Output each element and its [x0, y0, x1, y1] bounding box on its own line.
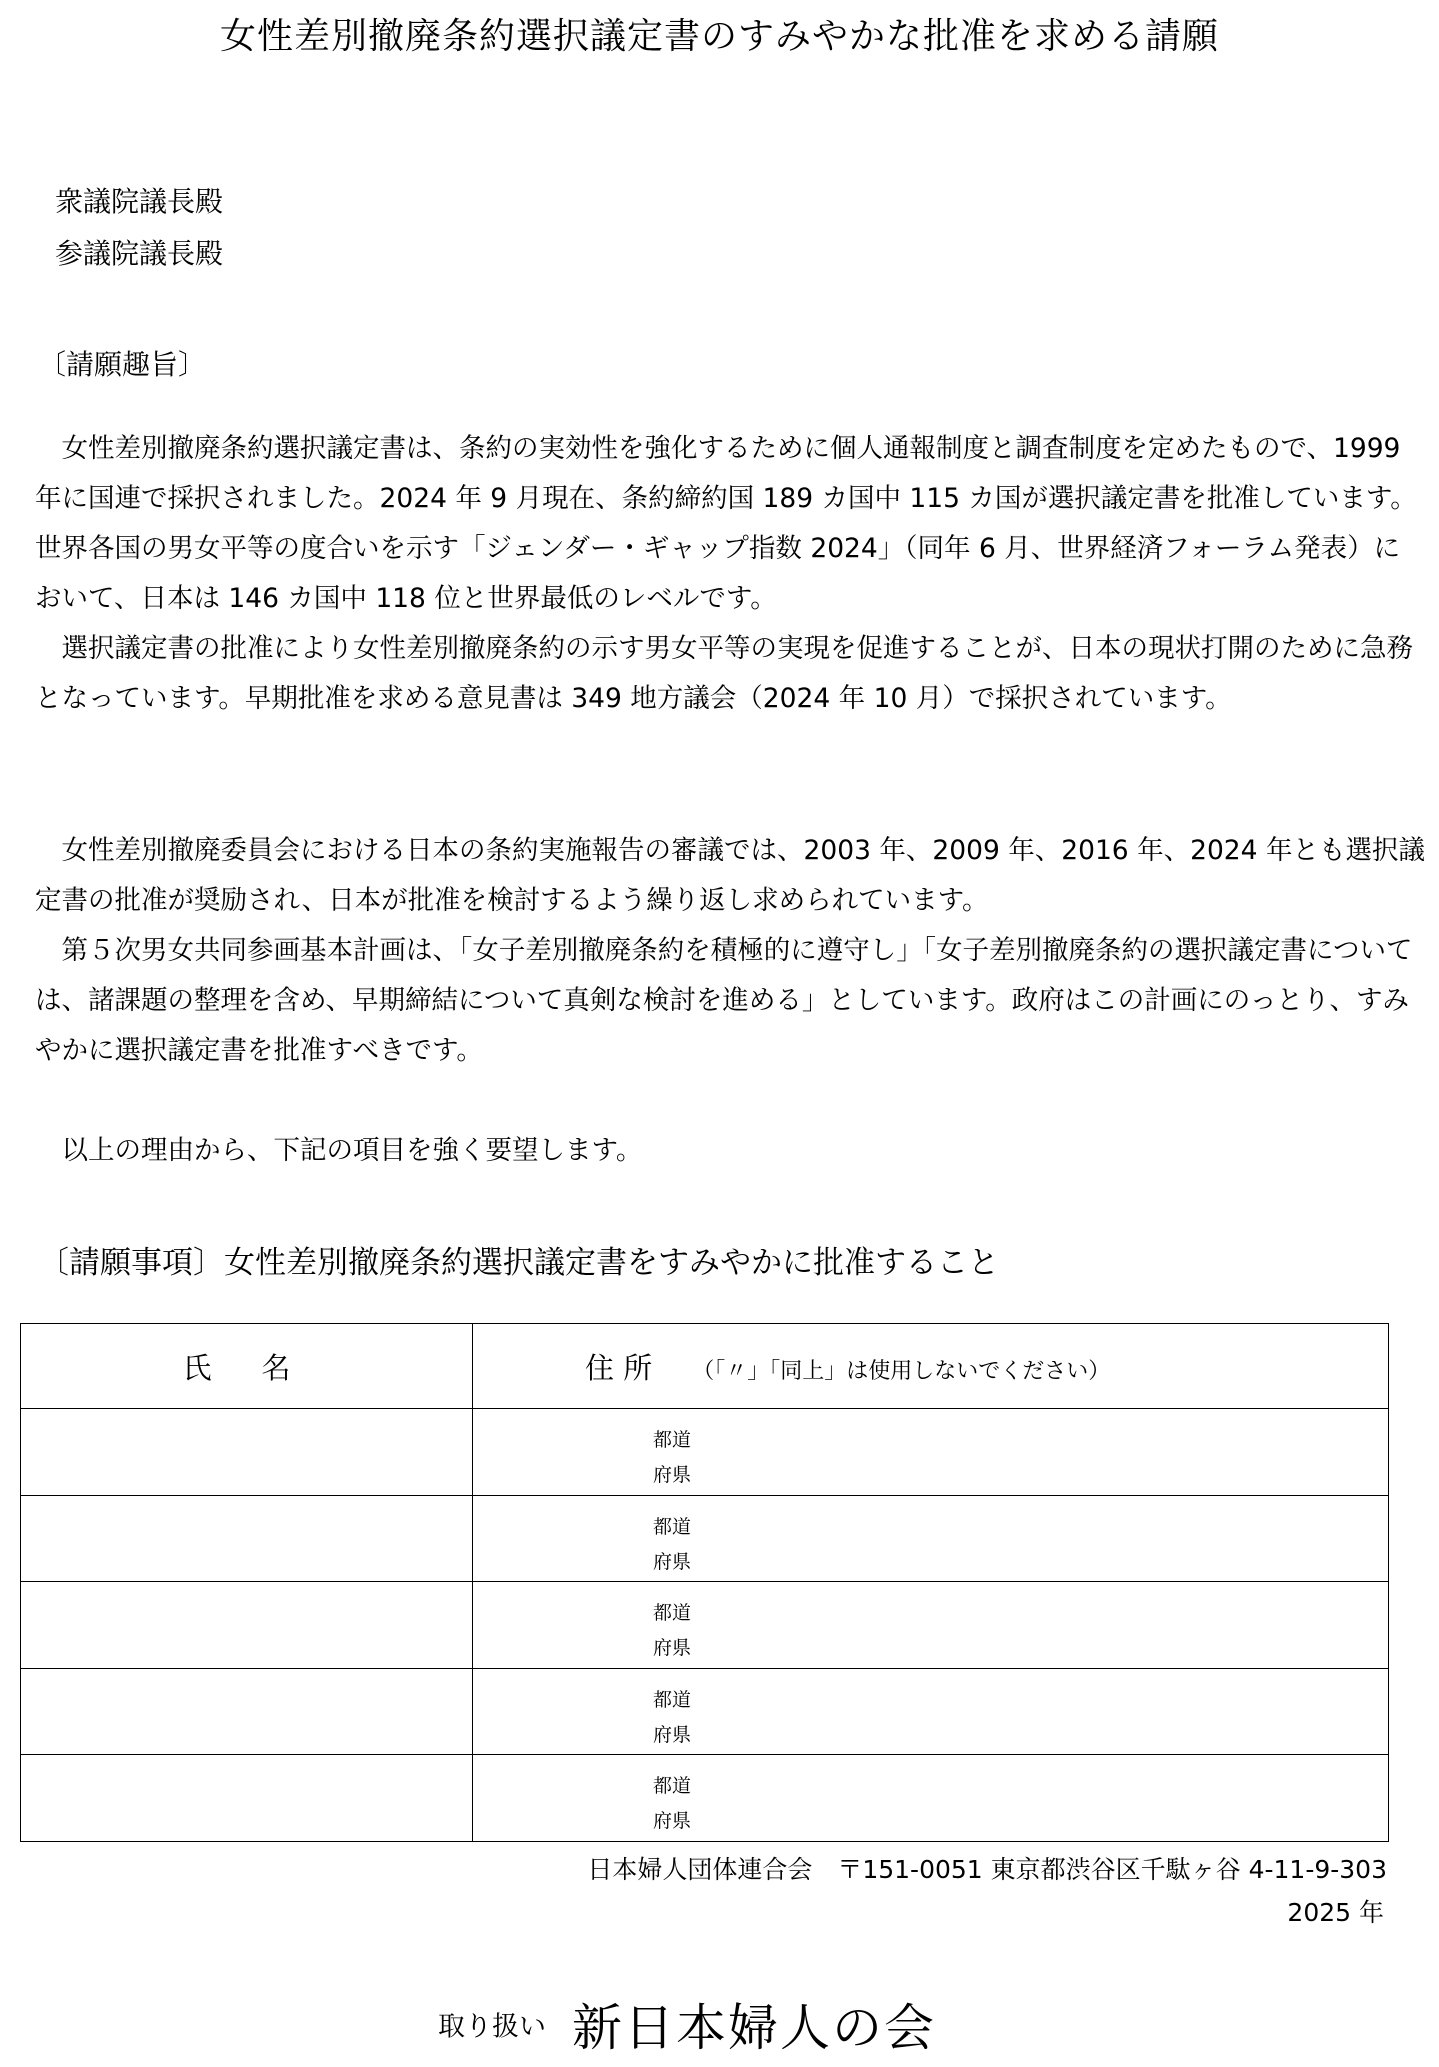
purpose-paragraph: 女性差別撤廃委員会における日本の条約実施報告の審議では、2003 年、2009 年、2016 年、2024 年とも選択議定書の批准が奨励され、日本が批准を検討するよう繰り返し求められています。	[35, 835, 1425, 916]
address-cell[interactable]	[473, 1495, 1389, 1582]
handler-organization: 新日本婦人の会	[572, 1999, 936, 2057]
prefecture-label: 都道	[653, 1515, 692, 1538]
prefecture-label: 都道	[653, 1429, 692, 1451]
address-column-header	[473, 1324, 1389, 1409]
purpose-paragraph: 女性差別撤廃条約選択議定書は、条約の実効性を強化するために個人通報制度と調査制度を定めたもので、1999 年に国連で採択されました。2024 年 9 月現在、条約締約国 189 カ国中 115 カ国が選択議定書を批准しています。世界各国の男女平等の度合いを示す「ジェンダー・ギャップ指数 2024」（同年 6 月、世界経済フォーラム発表）において、日本は 146 カ国中 118 位と世界最低のレベルです。	[35, 433, 1417, 614]
signature-table	[20, 1323, 1389, 1842]
signature-row	[21, 1668, 1389, 1755]
section-heading-purpose: 〔請願趣旨〕	[38, 348, 207, 381]
handler-line	[438, 1988, 936, 2060]
prefecture-label: 府県	[653, 1464, 692, 1486]
address-cell[interactable]	[473, 1409, 1389, 1496]
name-cell[interactable]	[21, 1409, 473, 1496]
prefecture-label: 都道	[653, 1775, 692, 1798]
page-title: 女性差別撤廃条約選択議定書のすみやかな批准を求める請願	[219, 16, 1219, 57]
closing-paragraph: 以上の理由から、下記の項目を強く要望します。	[35, 1135, 643, 1166]
signature-row	[21, 1409, 1389, 1496]
address-header-note: （「〃」「同上」は使用しないでください）	[692, 1358, 1111, 1384]
address-header-label: 住 所	[585, 1350, 653, 1385]
prefecture-label: 都道	[653, 1602, 692, 1625]
addressee-lower-house: 衆議院議長殿	[55, 185, 224, 218]
name-cell[interactable]	[21, 1668, 473, 1755]
signature-table-header	[21, 1324, 1389, 1409]
petition-request: 〔請願事項〕女性差別撤廃条約選択議定書をすみやかに批准すること	[38, 1245, 999, 1281]
year-label: 2025 年	[1287, 1898, 1384, 1927]
name-cell[interactable]	[21, 1582, 473, 1669]
address-cell[interactable]	[473, 1668, 1389, 1755]
handler-label: 取り扱い	[438, 2011, 546, 2043]
address-cell[interactable]	[473, 1755, 1389, 1842]
purpose-paragraph: 選択議定書の批准により女性差別撤廃条約の示す男女平等の実現を促進することが、日本の現状打開のために急務となっています。早期批准を求める意見書は 349 地方議会（2024 年 10 月）で採択されています。	[35, 633, 1413, 714]
purpose-paragraph: 第５次男女共同参画基本計画は、「女子差別撤廃条約を積極的に遵守し」「女子差別撤廃条約の選択議定書については、諸課題の整理を含め、早期締結について真剣な検討を進める」としています。政府はこの計画にのっとり、すみやかに選択議定書を批准すべきです。	[35, 935, 1413, 1066]
name-cell[interactable]	[21, 1495, 473, 1582]
prefecture-label: 府県	[653, 1810, 692, 1833]
signature-row	[21, 1582, 1389, 1669]
organization-address: 日本婦人団体連合会 〒151-0051 東京都渋谷区千駄ヶ谷 4-11-9-303	[587, 1855, 1387, 1884]
prefecture-label: 都道	[653, 1688, 692, 1711]
signature-row	[21, 1755, 1389, 1842]
name-column-header: 氏名	[21, 1324, 473, 1409]
name-cell[interactable]	[21, 1755, 473, 1842]
prefecture-label: 府県	[653, 1723, 692, 1746]
addressee-upper-house: 参議院議長殿	[55, 237, 224, 270]
address-cell[interactable]	[473, 1582, 1389, 1669]
prefecture-label: 府県	[653, 1550, 692, 1573]
signature-row	[21, 1495, 1389, 1582]
prefecture-label: 府県	[653, 1637, 692, 1660]
